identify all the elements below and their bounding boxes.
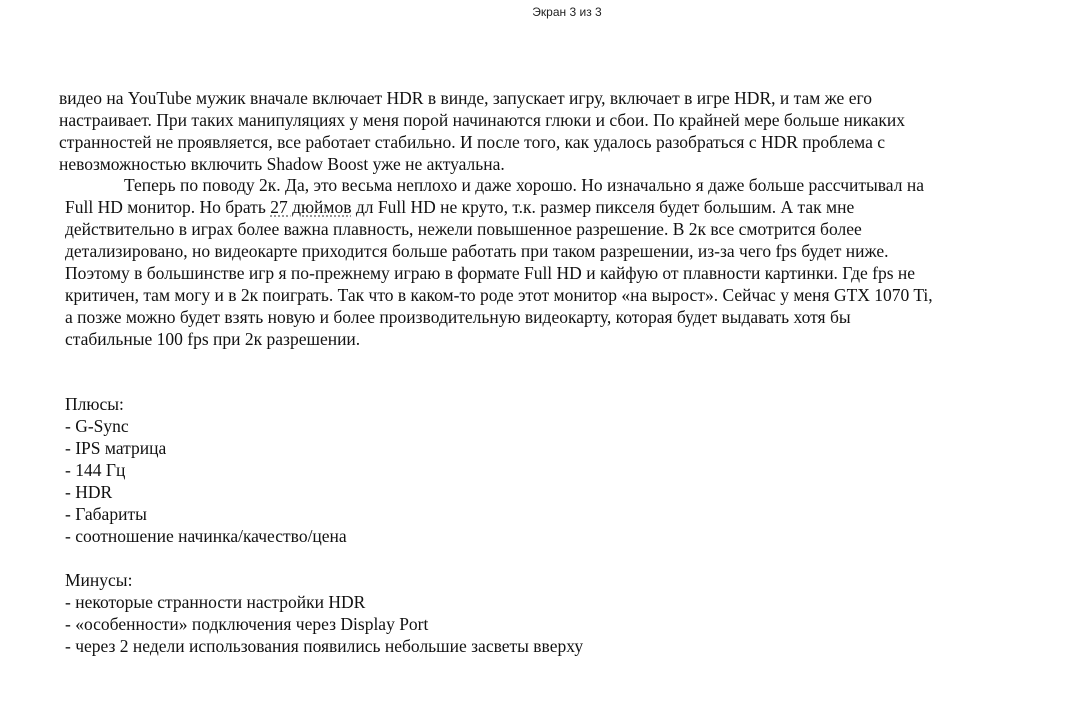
list-item: - соотношение начинка/качество/цена xyxy=(65,526,347,546)
list-item: - HDR xyxy=(65,482,113,502)
text-line: Теперь по поводу 2к. Да, это весьма неплохо и даже хорошо. Но изначально я даже больше рассчитывал на xyxy=(124,175,924,195)
cons-heading: Минусы: xyxy=(65,570,133,590)
list-item: - Габариты xyxy=(65,504,147,524)
screen-indicator: Экран 3 из 3 xyxy=(532,5,602,19)
paragraph-continuation xyxy=(59,87,905,175)
list-item: - IPS матрица xyxy=(65,438,167,458)
text-line: стабильные 100 fps при 2к разрешении. xyxy=(65,329,361,349)
text-line: Поэтому в большинстве игр я по-прежнему играю в формате Full HD и кайфую от плавности картинки. Где fps не xyxy=(65,263,916,283)
spellcheck-marked-word: 27 дюймов xyxy=(270,197,352,217)
text-line: настраивает. При таких манипуляциях у меня порой начинаются глюки и сбои. По крайней мере больше никаких xyxy=(59,110,905,130)
cons-list xyxy=(65,569,583,657)
pros-list xyxy=(65,393,347,547)
text-fragment: дл Full HD не круто, т.к. размер пикселя будет большим. А так мне xyxy=(351,197,855,217)
paragraph-2k-resolution xyxy=(65,174,933,350)
text-line: странностей не проявляется, все работает стабильно. И после того, как удалось разобраться с HDR проблема с xyxy=(59,132,886,152)
text-line: критичен, там могу и в 2к поиграть. Так что в каком-то роде этот монитор «на вырост». Сейчас у меня GTX 1070 Ti, xyxy=(65,285,933,305)
list-item: - через 2 недели использования появились небольшие засветы вверху xyxy=(65,636,584,656)
text-fragment: Full HD монитор. Но брать xyxy=(65,197,271,217)
text-line: невозможностью включить Shadow Boost уже не актуальна. xyxy=(59,154,505,174)
list-item: - «особенности» подключения через Display Port xyxy=(65,614,429,634)
text-line xyxy=(65,196,933,218)
text-line: детализировано, но видеокарте приходится больше работать при таком разрешении, из-за чего fps будет ниже. xyxy=(65,241,889,261)
list-item: - некоторые странности настройки HDR xyxy=(65,592,366,612)
pros-heading: Плюсы: xyxy=(65,394,124,414)
text-line: а позже можно будет взять новую и более производительную видеокарту, которая будет выдавать хотя бы xyxy=(65,307,851,327)
list-item: - 144 Гц xyxy=(65,460,126,480)
list-item: - G-Sync xyxy=(65,416,129,436)
text-line: видео на YouTube мужик вначале включает HDR в винде, запускает игру, включает в игре HDR, и там же его xyxy=(59,88,872,108)
text-line: действительно в играх более важна плавность, нежели повышенное разрешение. В 2к все смотрится более xyxy=(65,219,862,239)
